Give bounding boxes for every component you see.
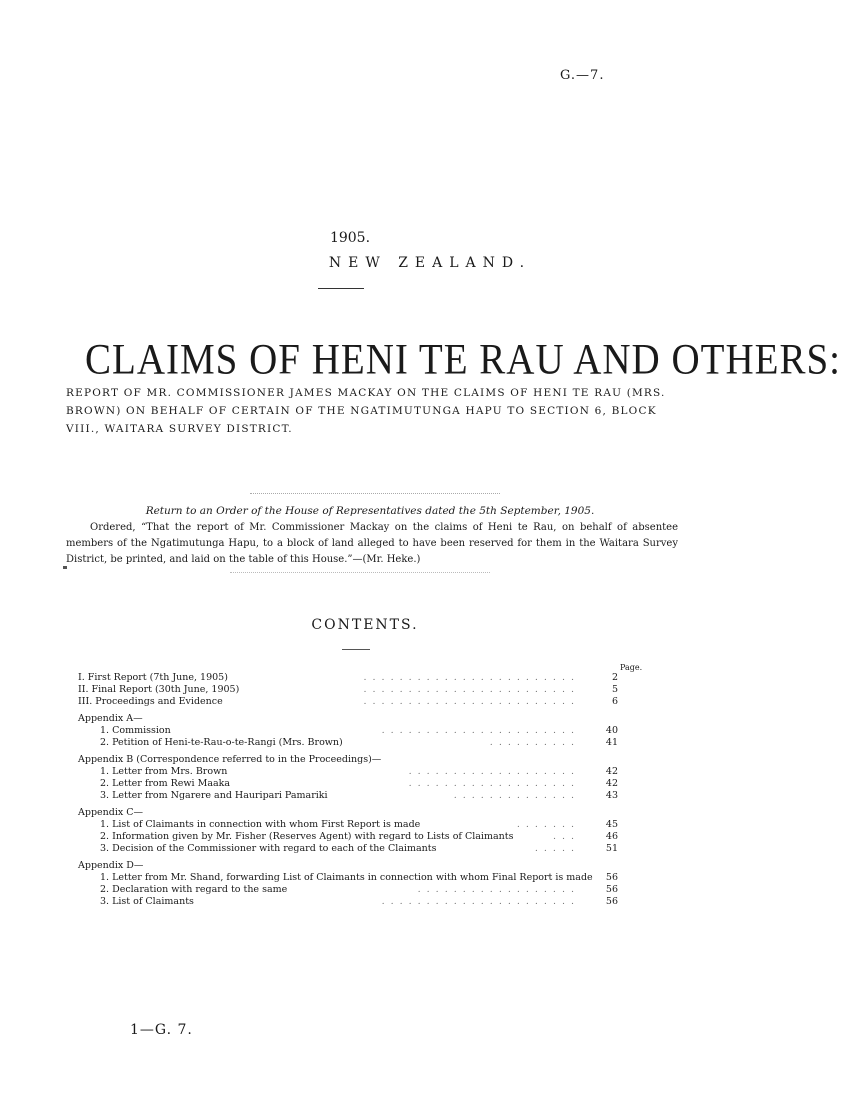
- toc-entry: [78, 872, 618, 884]
- toc-appendix-heading: Appendix B (Correspondence referred to in the Proceedings)—: [78, 754, 382, 765]
- toc-entry-label: 1. Commission: [100, 725, 171, 736]
- leader-dots: ...................: [408, 778, 580, 789]
- toc-entry-label: 1. Letter from Mrs. Brown: [100, 766, 228, 777]
- document-reference: G.—7.: [560, 68, 605, 83]
- toc-entry-label: 2. Letter from Rewi Maaka: [100, 778, 231, 789]
- leader-dots: ..........: [489, 737, 580, 748]
- margin-mark: [63, 566, 67, 569]
- toc-entry-label: 2. Information given by Mr. Fisher (Reserves Agent) with regard to Lists of Claimants: [100, 831, 514, 842]
- leader-dots: .......: [516, 819, 580, 830]
- toc-entry-label: III. Proceedings and Evidence: [78, 696, 223, 707]
- toc-entry-label: 2. Petition of Heni-te-Rau-o-te-Rangi (Mrs. Brown): [100, 737, 343, 748]
- leader-dots: ..............: [453, 790, 580, 801]
- toc-entry-label: 3. Decision of the Commissioner with regard to each of the Claimants: [100, 843, 437, 854]
- toc-entry-page: 41: [605, 737, 618, 748]
- toc-entry-page: 2: [611, 672, 618, 683]
- toc-appendix-heading: Appendix D—: [78, 860, 144, 871]
- year: 1905.: [329, 230, 371, 246]
- toc-entry-page: 56: [605, 884, 618, 895]
- table-of-contents: [78, 672, 618, 908]
- divider: [342, 649, 370, 650]
- toc-entry-page: 42: [605, 778, 618, 789]
- toc-entry: [78, 725, 618, 737]
- toc-entry-page: 42: [605, 766, 618, 777]
- leader-dots: ........................: [363, 684, 580, 695]
- toc-entry: [78, 778, 618, 790]
- ordered-paragraph: Ordered, “That the report of Mr. Commissioner Mackay on the claims of Heni te Rau, on behalf of absentee members of the Ngatimutunga Hapu, to a block of land alleged to have been reserved for them in the Waitara Survey District, be printed, and laid on the table of this House.”—(Mr. Heke.): [66, 522, 678, 565]
- document-subtitle: REPORT OF MR. COMMISSIONER JAMES MACKAY ON THE CLAIMS OF HENI TE RAU (MRS. BROWN) ON BEHALF OF CERTAIN OF THE NGATIMUTUNGA HAPU TO SECTION 6, BLOCK VIII., WAITARA SURVEY DISTRICT.: [66, 387, 666, 435]
- toc-entry: [78, 790, 618, 802]
- toc-entry-page: 56: [605, 896, 618, 907]
- toc-entry-label: 3. Letter from Ngarere and Hauripari Pamariki: [100, 790, 328, 801]
- divider: [230, 572, 490, 573]
- toc-entry: [78, 896, 618, 908]
- toc-entry-page: 5: [611, 684, 618, 695]
- leader-dots: ........................: [363, 672, 580, 683]
- toc-entry-page: 40: [605, 725, 618, 736]
- leader-dots: ......................: [381, 896, 580, 907]
- leader-dots: ..................: [417, 884, 580, 895]
- toc-entry: [78, 737, 618, 749]
- toc-entry: [78, 843, 618, 855]
- toc-entry: [78, 684, 618, 696]
- leader-dots: ...: [552, 831, 580, 842]
- leader-dots: ........................: [363, 696, 580, 707]
- toc-entry: [78, 696, 618, 708]
- toc-entry: [78, 884, 618, 896]
- toc-entry-page: 6: [611, 696, 618, 707]
- toc-entry-label: 1. Letter from Mr. Shand, forwarding List of Claimants in connection with whom Final Report is made: [100, 872, 593, 883]
- toc-appendix-heading: Appendix A—: [78, 713, 143, 724]
- divider: [250, 493, 500, 494]
- toc-entry: [78, 831, 618, 843]
- leader-dots: .....: [534, 843, 580, 854]
- toc-entry-label: 3. List of Claimants: [100, 896, 194, 907]
- leader-dots: ...................: [408, 766, 580, 777]
- country-heading: NEW ZEALAND.: [328, 255, 532, 271]
- return-order-line: Return to an Order of the House of Representatives dated the 5th September, 1905.: [145, 505, 595, 517]
- page-column-header: Page.: [620, 663, 643, 672]
- toc-entry-page: 46: [605, 831, 618, 842]
- toc-entry-page: 51: [605, 843, 618, 854]
- divider: [318, 288, 364, 289]
- footer-reference: 1—G. 7.: [130, 1022, 193, 1038]
- toc-entry: [78, 819, 618, 831]
- contents-heading: CONTENTS.: [311, 617, 419, 633]
- toc-entry-page: 56: [605, 872, 618, 883]
- toc-entry: [78, 766, 618, 778]
- toc-entry-label: 1. List of Claimants in connection with whom First Report is made: [100, 819, 421, 830]
- toc-entry-label: 2. Declaration with regard to the same: [100, 884, 288, 895]
- toc-entry-page: 43: [605, 790, 618, 801]
- toc-entry-label: I. First Report (7th June, 1905): [78, 672, 228, 683]
- document-title: CLAIMS OF HENI TE RAU AND OTHERS:: [85, 335, 841, 384]
- toc-entry: [78, 672, 618, 684]
- toc-appendix-heading: Appendix C—: [78, 807, 144, 818]
- toc-entry-label: II. Final Report (30th June, 1905): [78, 684, 240, 695]
- toc-entry-page: 45: [605, 819, 618, 830]
- leader-dots: ......................: [381, 725, 580, 736]
